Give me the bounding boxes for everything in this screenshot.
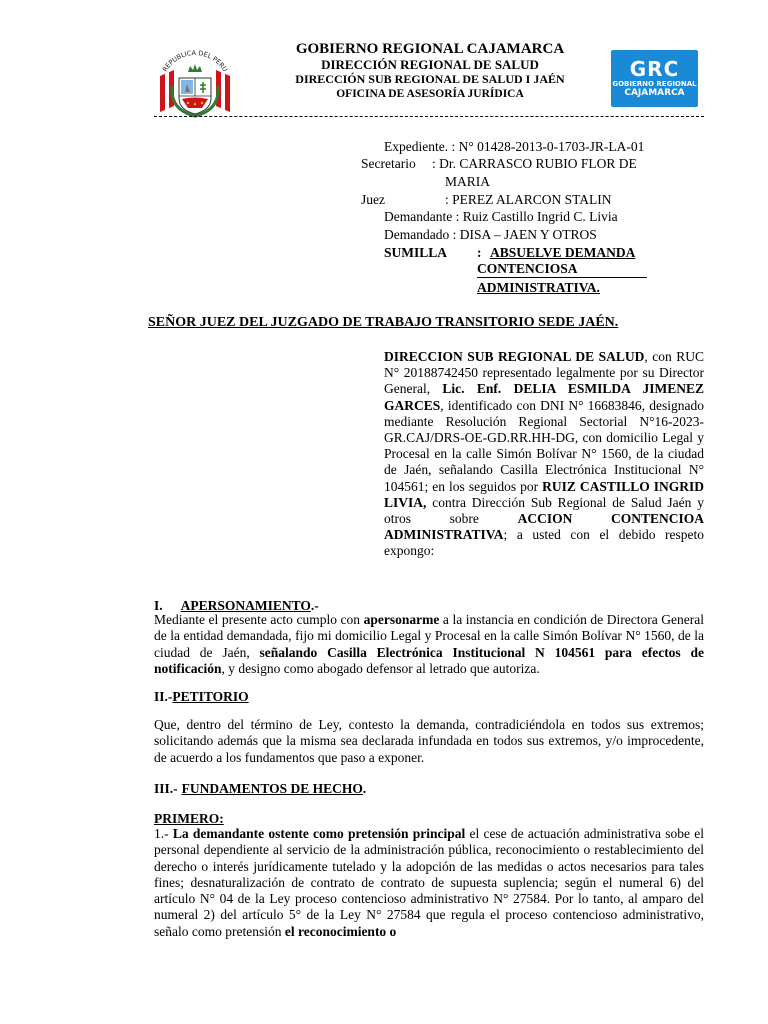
intro-paragraph <box>384 349 704 560</box>
juez-value: : PEREZ ALARCON STALIN <box>445 192 612 207</box>
sumilla-line-2 <box>477 261 647 278</box>
header-line-2: DIRECCIÓN REGIONAL DE SALUD <box>321 57 539 72</box>
section-1-title: APERSONAMIENTO <box>180 598 311 613</box>
grc-logo <box>611 50 698 107</box>
section-3-subheading: PRIMERO: <box>154 811 224 826</box>
section-2-body: Que, dentro del término de Ley, contesto la demanda, contradiciéndola en todos sus extremos; solicitando además que la misma sea declarada infundada en todos sus extremos, y/o improcedente, de acuerdo a los fundamentos que paso a exponer. <box>154 717 704 765</box>
section-3-body <box>154 826 704 940</box>
intro-text-1: , con RUC N° 20188742450 representado legalmente por su Director General, <box>384 349 704 397</box>
demandado-line: Demandado : DISA – JAEN Y OTROS <box>384 227 597 242</box>
section-3-heading <box>154 780 366 797</box>
s3-text-4: el reconocimiento o <box>284 923 397 939</box>
sumilla-line-1: ABSUELVE DEMANDA <box>490 245 636 260</box>
s1-text-5: , y designo como abogado defensor al letrado que autoriza. <box>221 660 540 676</box>
section-2-heading <box>154 688 249 705</box>
s1-text-2: apersonarme <box>363 612 440 627</box>
section-1-num: I. <box>154 598 163 613</box>
secretario-value-cont: MARIA <box>445 174 491 189</box>
intro-action: ACCION CONTENCIOA ADMINISTRATIVA <box>384 511 705 543</box>
s1-text-1: Mediante el presente acto cumplo con <box>154 612 364 627</box>
expediente-line: Expediente. : N° 01428-2013-0-1703-JR-LA-01 <box>384 139 645 154</box>
header-line-4: OFICINA DE ASESORÍA JURÍDICA <box>336 88 524 100</box>
letterhead-titles <box>240 42 620 102</box>
demandante-line: Demandante : Ruiz Castillo Ingrid C. Livia <box>384 209 618 224</box>
secretario-label: Secretario <box>361 156 416 171</box>
intro-text-3: contra Dirección Sub Regional de Salud Jaén y otros sobre <box>384 494 704 527</box>
header-divider <box>154 116 704 117</box>
intro-plaintiff: RUIZ CASTILLO INGRID LIVIA, <box>384 478 704 510</box>
addressee: SEÑOR JUEZ DEL JUZGADO DE TRABAJO TRANSITORIO SEDE JAÉN. <box>148 315 619 330</box>
intro-text-2: , identificado con DNI N° 16683846, designado mediante Resolución Regional Sectorial N°16-2023-GR.CAJ/DRS-OE-GD.RR.HH-DG, con domicilio Legal y Procesal en la calle Simón Bolívar N° 1560, de la ciudad de Jaén, señalando Casilla Electrónica Institucional N° 104561; en los seguidos por <box>384 397 704 494</box>
section-2-title: PETITORIO <box>172 689 249 704</box>
s1-text-4: señalando Casilla Electrónica Institucional N 104561 para efectos de notificación <box>154 644 704 676</box>
sumilla-line-3: ADMINISTRATIVA. <box>477 280 600 295</box>
intro-director: Lic. Enf. DELIA ESMILDA JIMENEZ GARCES <box>384 381 704 413</box>
sumilla-line-2-text: CONTENCIOSA <box>477 261 578 276</box>
s3-text-1: 1.- <box>154 826 173 841</box>
header-line-1: GOBIERNO REGIONAL CAJAMARCA <box>295 41 565 57</box>
grc-logo-sub2: CAJAMARCA <box>624 88 685 98</box>
secretario-value: : Dr. CARRASCO RUBIO FLOR DE <box>432 156 637 171</box>
section-3-suffix: . <box>362 781 367 796</box>
header-line-3: DIRECCIÓN SUB REGIONAL DE SALUD I JAÉN <box>295 72 565 86</box>
grc-logo-sub1: GOBIERNO REGIONAL <box>612 80 697 88</box>
section-2-num: II.- <box>154 689 173 704</box>
grc-logo-main: GRC <box>629 57 680 81</box>
section-1-body <box>154 612 704 677</box>
intro-entity: DIRECCION SUB REGIONAL DE SALUD <box>384 349 645 364</box>
intro-text-4: ; a usted con el debido respeto expongo: <box>384 527 704 559</box>
sumilla-label: SUMILLA <box>384 245 448 260</box>
juez-label: Juez <box>361 192 385 207</box>
sumilla-colon: : <box>477 245 482 260</box>
s3-text-3: el cese de actuación administrativa sobe el personal dependiente al servicio de la administración pública, reconocimiento o restablecimiento del derecho o interés jurídicamente tutelado y la adopción de las medidas o actos necesarios para tales fines; desnaturalización de contrato de contrato de supuesta suplencia; según el numeral 6) del artículo N° 04 de la Ley proceso contencioso administrativo N° 27584. Por lo tanto, al amparo del numeral 2) del artículo 5° de la Ley N° 27584 que regula el proceso contencioso administrativo, señalo como pretensión <box>154 826 704 939</box>
section-3-num: III.- <box>154 781 178 796</box>
section-1-suffix: .- <box>310 598 319 613</box>
s1-text-3: a la instancia en condición de Directora General de la entidad demandada, fijo mi domicilio Legal y Procesal en la calle Simón Bolívar N° 1560, de la ciudad de Jaén, <box>154 612 705 660</box>
peru-coat-of-arms-icon <box>152 48 238 120</box>
s3-text-2: La demandante ostente como pretensión principal <box>172 826 466 841</box>
seal-caption: REPUBLICA DEL PERU <box>160 48 230 74</box>
section-3-title: FUNDAMENTOS DE HECHO <box>181 781 363 796</box>
